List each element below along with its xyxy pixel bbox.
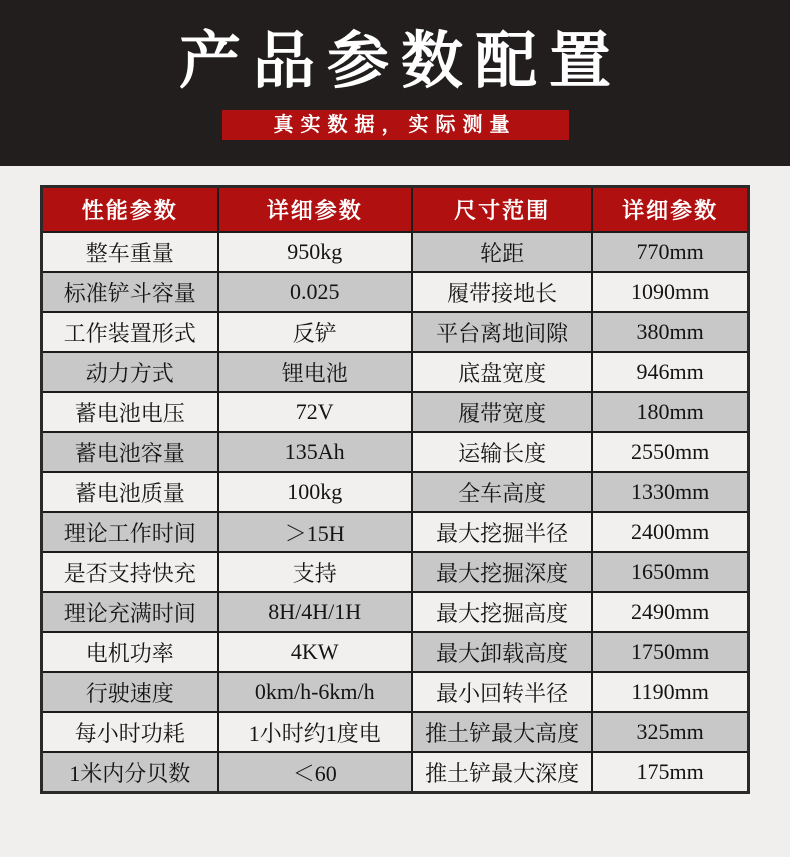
dim-label-cell: 底盘宽度 — [412, 352, 592, 392]
table-row — [42, 392, 749, 432]
dim-label-cell: 平台离地间隙 — [412, 312, 592, 352]
dim-label-cell: 推土铲最大高度 — [412, 712, 592, 752]
table-row — [42, 472, 749, 512]
table-row — [42, 552, 749, 592]
table-row — [42, 432, 749, 472]
page-title: 产品参数配置 — [178, 27, 623, 96]
dim-label-cell: 履带宽度 — [412, 392, 592, 432]
perf-label-cell: 电机功率 — [42, 632, 218, 672]
dim-value-cell: 1330mm — [592, 472, 748, 512]
table-row — [42, 752, 749, 793]
dim-value-cell: 175mm — [592, 752, 748, 793]
dim-value-cell: 325mm — [592, 712, 748, 752]
column-header-dimension: 尺寸范围 — [412, 187, 592, 233]
table-row — [42, 232, 749, 272]
perf-value-cell: ＞15H — [218, 512, 412, 552]
dim-value-cell: 946mm — [592, 352, 748, 392]
dim-value-cell: 1090mm — [592, 272, 748, 312]
perf-label-cell: 1米内分贝数 — [42, 752, 218, 793]
perf-value-cell: 4KW — [218, 632, 412, 672]
dim-value-cell: 1650mm — [592, 552, 748, 592]
perf-label-cell: 蓄电池容量 — [42, 432, 218, 472]
perf-value-cell: 反铲 — [218, 312, 412, 352]
dim-value-cell: 180mm — [592, 392, 748, 432]
hero-header — [0, 0, 790, 166]
perf-value-cell: ＜60 — [218, 752, 412, 793]
dim-label-cell: 履带接地长 — [412, 272, 592, 312]
spec-table-container — [40, 185, 750, 794]
column-header-dimension-detail: 详细参数 — [592, 187, 748, 233]
dim-label-cell: 推土铲最大深度 — [412, 752, 592, 793]
perf-value-cell: 锂电池 — [218, 352, 412, 392]
dim-value-cell: 770mm — [592, 232, 748, 272]
perf-label-cell: 整车重量 — [42, 232, 218, 272]
perf-value-cell: 100kg — [218, 472, 412, 512]
dim-value-cell: 1750mm — [592, 632, 748, 672]
perf-value-cell: 72V — [218, 392, 412, 432]
spec-table — [40, 185, 750, 794]
table-row — [42, 512, 749, 552]
perf-label-cell: 理论充满时间 — [42, 592, 218, 632]
table-row — [42, 672, 749, 712]
dim-value-cell: 2490mm — [592, 592, 748, 632]
perf-label-cell: 每小时功耗 — [42, 712, 218, 752]
dim-value-cell: 1190mm — [592, 672, 748, 712]
table-row — [42, 312, 749, 352]
table-row — [42, 592, 749, 632]
dim-label-cell: 轮距 — [412, 232, 592, 272]
perf-value-cell: 0.025 — [218, 272, 412, 312]
subtitle-banner: 真实数据，实际测量 — [222, 110, 569, 140]
perf-value-cell: 1小时约1度电 — [218, 712, 412, 752]
dim-value-cell: 2400mm — [592, 512, 748, 552]
table-row — [42, 632, 749, 672]
dim-value-cell: 380mm — [592, 312, 748, 352]
dim-label-cell: 最大挖掘半径 — [412, 512, 592, 552]
dim-label-cell: 运输长度 — [412, 432, 592, 472]
perf-label-cell: 动力方式 — [42, 352, 218, 392]
perf-label-cell: 蓄电池电压 — [42, 392, 218, 432]
perf-label-cell: 蓄电池质量 — [42, 472, 218, 512]
dim-label-cell: 最大挖掘深度 — [412, 552, 592, 592]
table-row — [42, 712, 749, 752]
perf-label-cell: 标准铲斗容量 — [42, 272, 218, 312]
table-row — [42, 352, 749, 392]
table-header-row — [42, 187, 749, 233]
perf-label-cell: 理论工作时间 — [42, 512, 218, 552]
column-header-performance: 性能参数 — [42, 187, 218, 233]
perf-value-cell: 135Ah — [218, 432, 412, 472]
perf-label-cell: 是否支持快充 — [42, 552, 218, 592]
dim-value-cell: 2550mm — [592, 432, 748, 472]
dim-label-cell: 最大挖掘高度 — [412, 592, 592, 632]
perf-value-cell: 950kg — [218, 232, 412, 272]
table-row — [42, 272, 749, 312]
perf-label-cell: 行驶速度 — [42, 672, 218, 712]
dim-label-cell: 最小回转半径 — [412, 672, 592, 712]
perf-value-cell: 8H/4H/1H — [218, 592, 412, 632]
dim-label-cell: 全车高度 — [412, 472, 592, 512]
dim-label-cell: 最大卸载高度 — [412, 632, 592, 672]
perf-value-cell: 0km/h-6km/h — [218, 672, 412, 712]
column-header-performance-detail: 详细参数 — [218, 187, 412, 233]
perf-label-cell: 工作装置形式 — [42, 312, 218, 352]
perf-value-cell: 支持 — [218, 552, 412, 592]
